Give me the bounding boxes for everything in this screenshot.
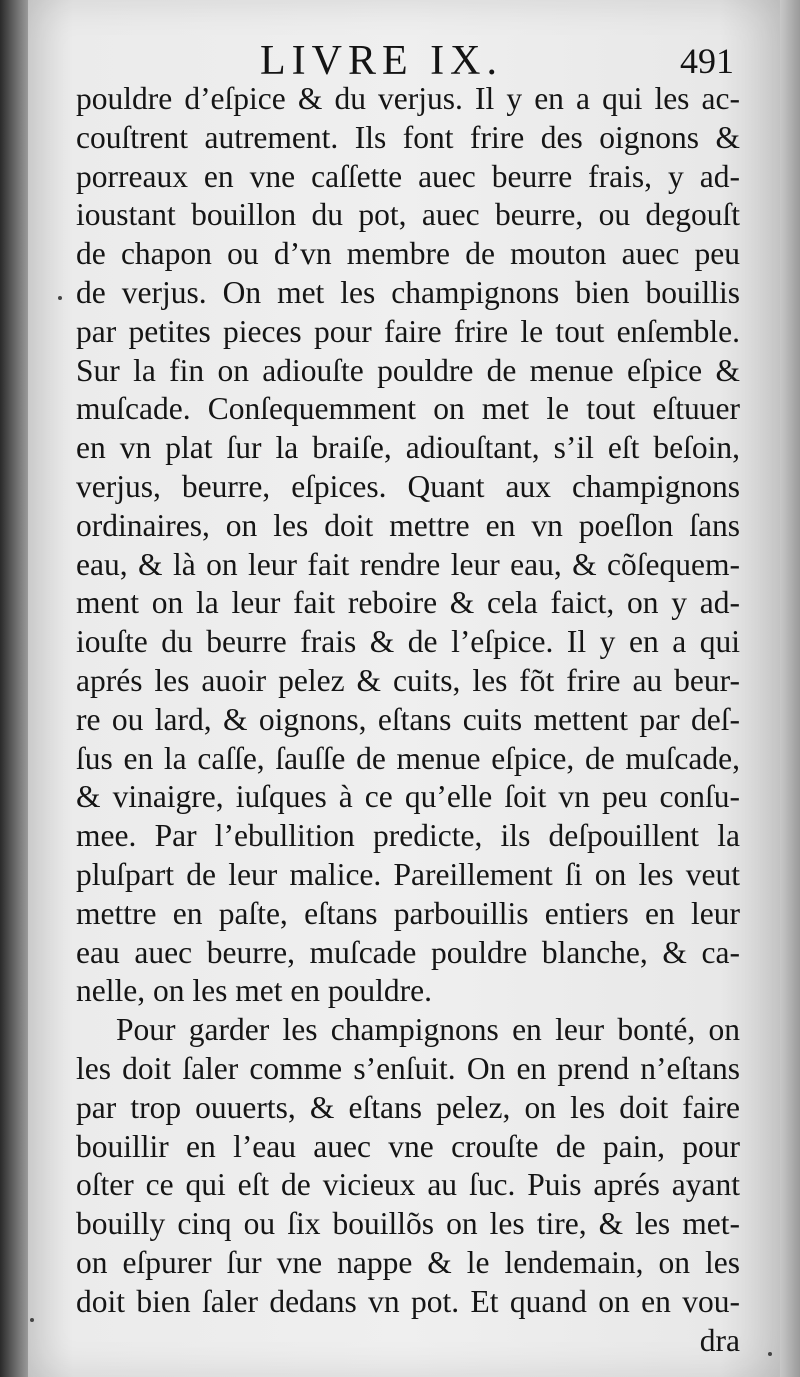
text-line: & vinaigre, iuſques à ce qu’elle ſoit vn peu conſu- [76, 779, 740, 815]
text-line: eau, & là on leur fait rendre leur eau, & cõſequem- [76, 546, 740, 582]
text-line: en vn plat ſur la braiſe, adiouſtant, s’il eſt beſoin, [76, 430, 740, 466]
ink-speck [30, 1318, 34, 1322]
text-line: de chapon ou d’vn membre de mouton auec peu [76, 236, 740, 272]
text-line: oſter ce qui eſt de vicieux au ſuc. Puis aprés ayant [76, 1167, 740, 1203]
text-line: les doit ſaler comme s’enſuit. On en prend n’eſtans [76, 1050, 740, 1086]
text-line: bouilly cinq ou ſix bouillõs on les tire, & les met- [76, 1206, 740, 1242]
text-line: eau auec beurre, muſcade pouldre blanche, & ca- [76, 934, 740, 970]
page-edge [780, 0, 800, 1377]
binding-gutter [0, 0, 28, 1377]
text-line: on eſpurer ſur vne nappe & le lendemain, on les [76, 1244, 740, 1280]
catchword: dra [699, 1322, 740, 1358]
text-line: muſcade. Conſequemment on met le tout eſtuuer [76, 391, 740, 427]
page-number: 491 [680, 41, 734, 81]
text-line: ioustant bouillon du pot, auec beurre, ou degouſt [76, 197, 740, 233]
page-header [28, 36, 780, 86]
text-line: porreaux en vne caſſette auec beurre frais, y ad- [76, 158, 740, 194]
text-line: ſus en la caſſe, ſauſſe de menue eſpice, de muſcade, [76, 740, 740, 776]
text-line: par trop ouuerts, & eſtans pelez, on les doit faire [76, 1089, 740, 1125]
text-line: pouldre d’eſpice & du verjus. Il y en a qui les ac- [76, 81, 740, 116]
body-text [76, 80, 740, 1360]
ink-speck [768, 1352, 772, 1356]
text-line: par petites pieces pour faire frire le tout enſemble. [76, 313, 740, 349]
text-line: verjus, beurre, eſpices. Quant aux champignons [76, 468, 740, 504]
text-line: doit bien ſaler dedans vn pot. Et quand on en vou- [76, 1283, 740, 1319]
running-title: LIVRE IX. [260, 38, 503, 84]
text-line: Sur la fin on adiouſte pouldre de menue eſpice & [76, 352, 740, 388]
text-line: mee. Par l’ebullition predicte, ils deſpouillent la [76, 818, 740, 854]
text-line: ment on la leur fait reboire & cela faict, on y ad- [76, 585, 740, 621]
text-line: couſtrent autrement. Ils font frire des oignons & [76, 119, 740, 155]
text-line: Pour garder les champignons en leur bonté, on [116, 1012, 740, 1048]
text-line: mettre en paſte, eſtans parbouillis entiers en leur [76, 895, 740, 931]
text-line: aprés les auoir pelez & cuits, les fõt frire au beur- [76, 662, 740, 698]
ink-speck [58, 296, 62, 300]
text-line: iouſte du beurre frais & de l’eſpice. Il y en a qui [76, 624, 740, 660]
text-line: de verjus. On met les champignons bien bouillis [76, 274, 740, 310]
paragraph-1 [76, 80, 740, 1011]
paragraph-2 [76, 1011, 740, 1321]
text-line: pluſpart de leur malice. Pareillement ſi on les veut [76, 856, 740, 892]
text-line: ordinaires, on les doit mettre en vn poeſlon ſans [76, 507, 740, 543]
text-line: nelle, on les met en pouldre. [76, 973, 433, 1009]
text-line: re ou lard, & oignons, eſtans cuits mettent par deſ- [76, 701, 740, 737]
text-line: bouillir en l’eau auec vne crouſte de pain, pour [76, 1128, 740, 1164]
